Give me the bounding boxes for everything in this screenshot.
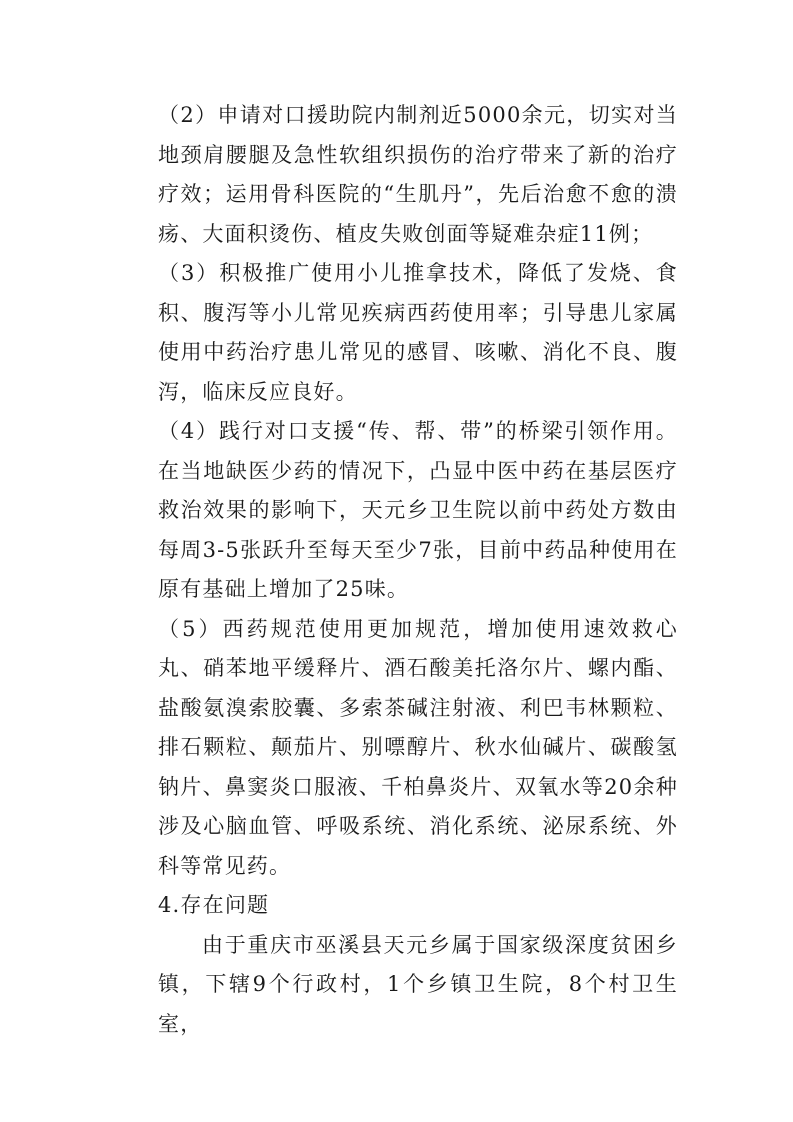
- paragraph-item-4: （4）践行对口支援“传、帮、带”的桥梁引领作用。在当地缺医少药的情况下，凸显中医中药在基层医疗救治效果的影响下，天元乡卫生院以前中药处方数由每周3-5张跃升至每天至少7张，目前中药品种使用在原有基础上增加了25味。: [158, 419, 678, 601]
- document-body: [158, 96, 678, 1044]
- paragraph-item-2: （2）申请对口援助院内制剂近5000余元，切实对当地颈肩腰腿及急性软组织损伤的治疗带来了新的治疗疗效；运用骨科医院的“生肌丹”，先后治愈不愈的溃疡、大面积烫伤、植皮失败创面等疑难杂症11例；: [158, 103, 678, 246]
- section-paragraph: 由于重庆市巫溪县天元乡属于国家级深度贫困乡镇，下辖9个行政村，1个乡镇卫生院，8个村卫生室，: [158, 932, 678, 1036]
- paragraph-item-5: （5）西药规范使用更加规范，增加使用速效救心丸、硝苯地平缓释片、酒石酸美托洛尔片、螺内酯、盐酸氨溴索胶囊、多索茶碱注射液、利巴韦林颗粒、排石颗粒、颠茄片、别嘌醇片、秋水仙碱片、碳酸氢钠片、鼻窦炎口服液、千柏鼻炎片、双氧水等20余种涉及心脑血管、呼吸系统、消化系统、泌尿系统、外科等常见药。: [158, 616, 678, 878]
- paragraph-item-3: （3）积极推广使用小儿推拿技术，降低了发烧、食积、腹泻等小儿常见疾病西药使用率；引导患儿家属使用中药治疗患儿常见的感冒、咳嗽、消化不良、腹泻，临床反应良好。: [158, 261, 678, 404]
- section-heading: 4.存在问题: [158, 893, 270, 917]
